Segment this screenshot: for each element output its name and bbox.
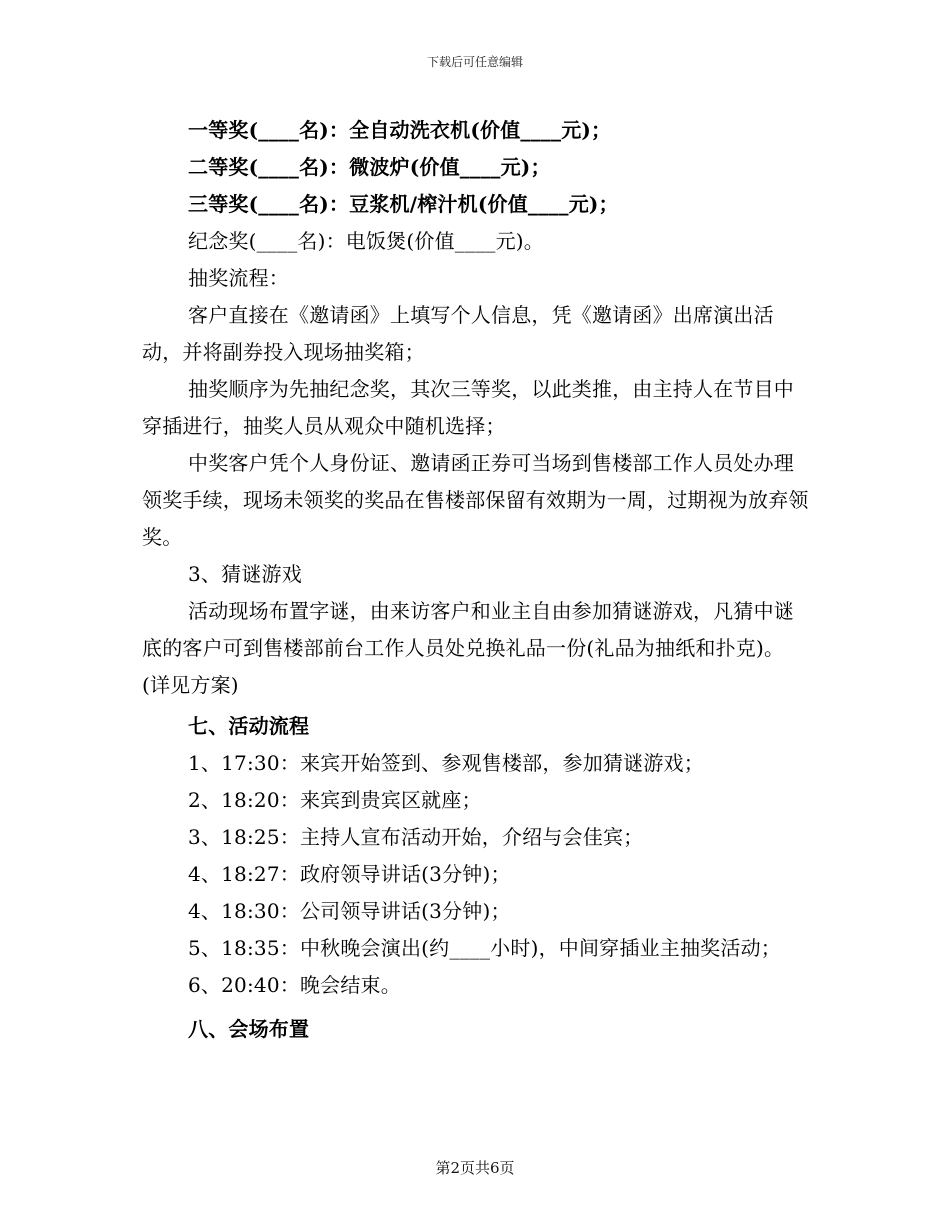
riddle-heading: 3、猜谜游戏 [188,562,302,586]
schedule-list [142,745,810,1004]
prize-souvenir: 纪念奖(____名)：电饭煲(价值____元)。 [188,229,545,253]
lottery-paragraph-1: 客户直接在《邀请函》上填写个人信息，凭《邀请函》出席演出活动，并将副券投入现场抽奖箱； [142,303,774,364]
section-7-heading: 七、活动流程 [188,714,310,738]
page-footer: 第2页共6页 [435,1159,515,1177]
schedule-item: 3、18:25：主持人宣布活动开始，介绍与会佳宾； [188,825,644,849]
lottery-paragraph-2: 抽奖顺序为先抽纪念奖，其次三等奖，以此类推，由主持人在节目中穿插进行，抽奖人员从观众中随机选择； [142,377,794,438]
page-header: 下载后可任意编辑 [426,55,523,69]
document-body [142,112,810,1048]
schedule-item: 6、20:40：晚会结束。 [188,973,401,997]
prize-second: 二等奖(____名)：微波炉(价值____元)； [188,155,551,179]
schedule-item: 5、18:35：中秋晚会演出(约____小时)，中间穿插业主抽奖活动； [188,936,781,960]
prize-third: 三等奖(____名)：豆浆机/榨汁机(价值____元)； [188,192,619,216]
schedule-item: 1、17:30：来宾开始签到、参观售楼部，参加猜谜游戏； [188,751,704,775]
schedule-item: 4、18:30：公司领导讲话(3分钟)； [188,899,511,923]
prize-first: 一等奖(____名)：全自动洗衣机(价值____元)； [188,118,612,142]
schedule-item: 4、18:27：政府领导讲话(3分钟)； [188,862,511,886]
riddle-paragraph: 活动现场布置字谜，由来访客户和业主自由参加猜谜游戏，凡猜中谜底的客户可到售楼部前台工作人员处兑换礼品一份(礼品为抽纸和扑克)。(详见方案) [142,599,794,697]
schedule-item: 2、18:20：来宾到贵宾区就座； [188,788,482,812]
lottery-paragraph-3: 中奖客户凭个人身份证、邀请函正券可当场到售楼部工作人员处办理领奖手续，现场未领奖的奖品在售楼部保留有效期为一周，过期视为放弃领奖。 [142,451,809,549]
section-8-heading: 八、会场布置 [188,1017,310,1041]
lottery-heading: 抽奖流程： [188,266,289,290]
